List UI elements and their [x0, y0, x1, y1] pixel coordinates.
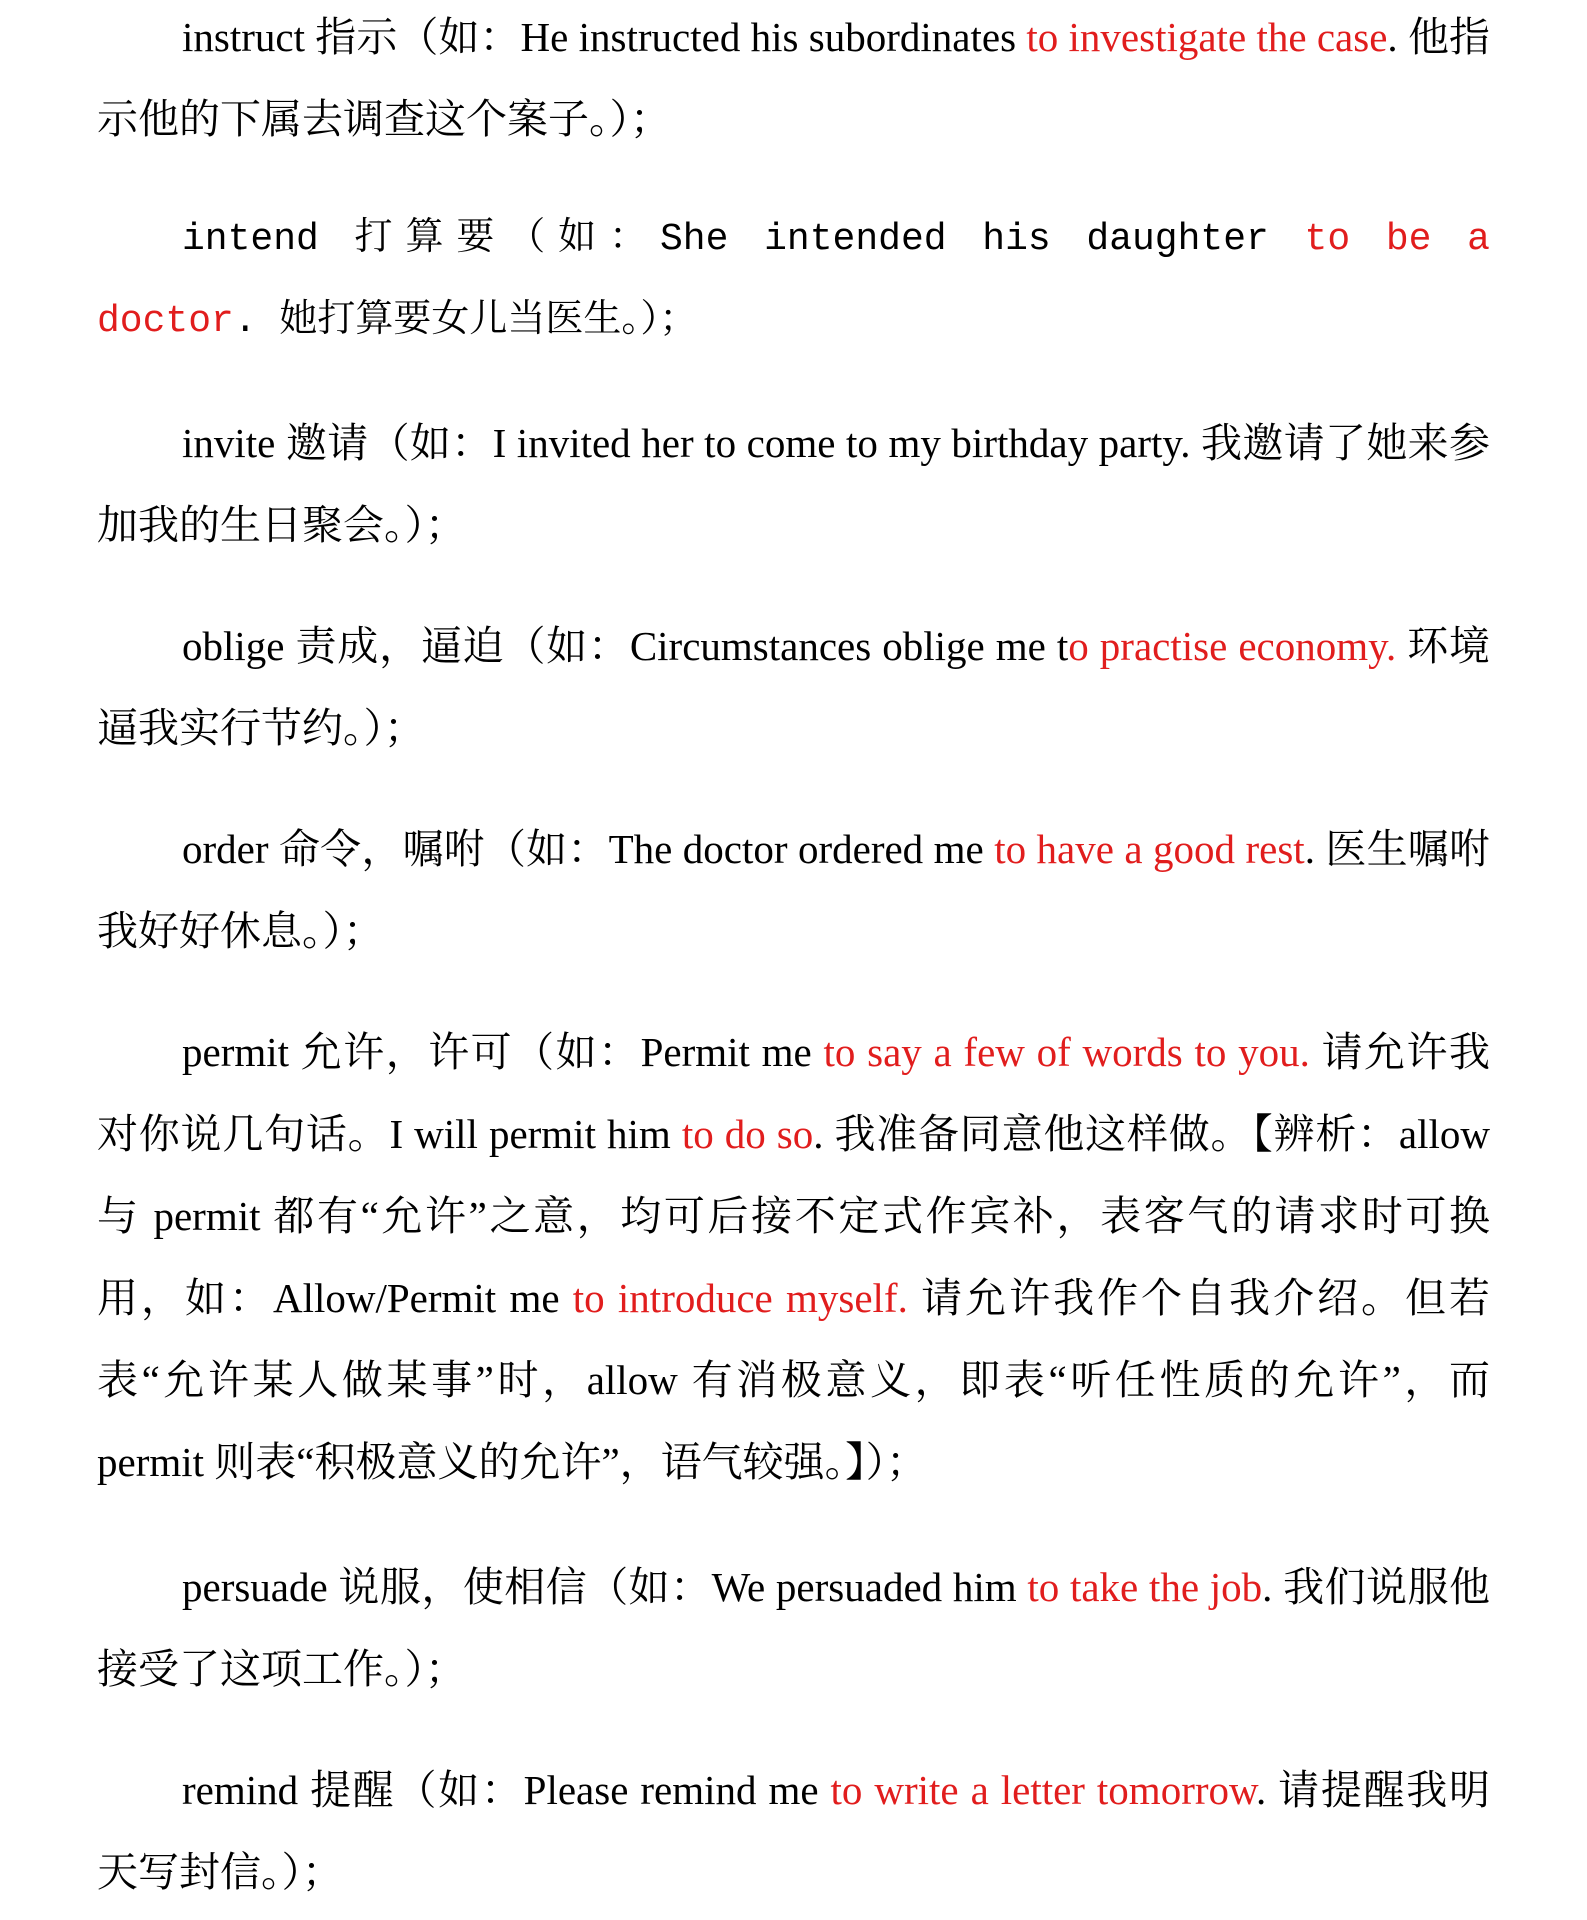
example-text: Please remind me: [523, 1767, 831, 1813]
highlighted-infinitive: to have a good rest: [994, 826, 1305, 872]
entry-instruct: [97, 0, 1490, 160]
entry-order: [97, 808, 1490, 972]
highlighted-infinitive: o practise economy.: [1068, 623, 1397, 669]
entry-word: order: [182, 826, 269, 872]
example-translation: . 他指示他的下属去调查这个案子。）；: [97, 14, 1491, 142]
example-text: He instructed his subordinates: [520, 14, 1027, 60]
example-translation: 环境逼我实行节约。）；: [97, 623, 1491, 751]
entry-permit: [97, 1011, 1490, 1503]
highlighted-infinitive: to investigate the case: [1026, 14, 1388, 60]
usage-note-end: 请允许我作个自我介绍。但若表“允许某人做某事”时，allow 有消极意义，即表“听任性质的允许”，而 permit 则表“积极意义的允许”，语气较强。】）；: [97, 1275, 1491, 1485]
entry-intend: [97, 199, 1490, 363]
entry-word: persuade: [182, 1564, 328, 1610]
example-text: The doctor ordered me: [608, 826, 995, 872]
example-translation: . 请提醒我明天写封信。）；: [97, 1767, 1491, 1895]
entry-word: oblige: [182, 623, 285, 669]
entry-meaning: 打算要（如：: [318, 218, 660, 261]
highlighted-infinitive-3: to introduce myself.: [572, 1275, 908, 1321]
entry-meaning: 提醒（如：: [298, 1767, 524, 1813]
entry-meaning: 责成，逼迫（如：: [284, 623, 630, 669]
example-text: We persuaded him: [711, 1564, 1028, 1610]
entry-persuade: [97, 1546, 1490, 1710]
example-text: I invited her to come to my birthday party. 我邀请了她来参加我的生日聚会。）；: [97, 420, 1490, 548]
entry-meaning: 指示（如：: [304, 14, 521, 60]
example-text: Permit me: [640, 1029, 824, 1075]
highlighted-infinitive-2: to do so: [681, 1111, 814, 1157]
entry-word: invite: [182, 420, 276, 466]
entry-word: instruct: [182, 14, 305, 60]
usage-note: . 我准备同意他这样做。【辨析：allow 与 permit 都有“允许”之意，均可后接不定式作宾补，表客气的请求时可换用，如：Allow/Permit me: [97, 1111, 1490, 1321]
example-text-2: 请允许我对你说几句话。I will permit him: [97, 1029, 1491, 1157]
example-text: She intended his daughter: [660, 218, 1305, 261]
example-text: Circumstances oblige me t: [629, 623, 1069, 669]
entry-word: remind: [182, 1767, 299, 1813]
entry-meaning: 邀请（如：: [275, 420, 493, 466]
highlighted-infinitive: to be a doctor: [97, 218, 1490, 343]
highlighted-infinitive: to take the job: [1027, 1564, 1263, 1610]
entry-word: intend: [182, 218, 319, 261]
entry-meaning: 命令，嘱咐（如：: [268, 826, 609, 872]
example-translation: . 她打算要女儿当医生。）；: [233, 300, 698, 343]
highlighted-infinitive: to say a few of words to you.: [823, 1029, 1310, 1075]
entry-oblige: [97, 605, 1490, 769]
entry-word: permit: [182, 1029, 290, 1075]
entry-invite: [97, 402, 1490, 566]
example-translation: . 我们说服他接受了这项工作。）；: [97, 1564, 1490, 1692]
example-translation: . 医生嘱咐我好好休息。）；: [97, 826, 1490, 954]
entry-meaning: 允许，许可（如：: [289, 1029, 641, 1075]
entry-remind: [97, 1749, 1490, 1913]
entry-meaning: 说服，使相信（如：: [327, 1564, 712, 1610]
highlighted-infinitive: to write a letter tomorrow: [830, 1767, 1256, 1813]
